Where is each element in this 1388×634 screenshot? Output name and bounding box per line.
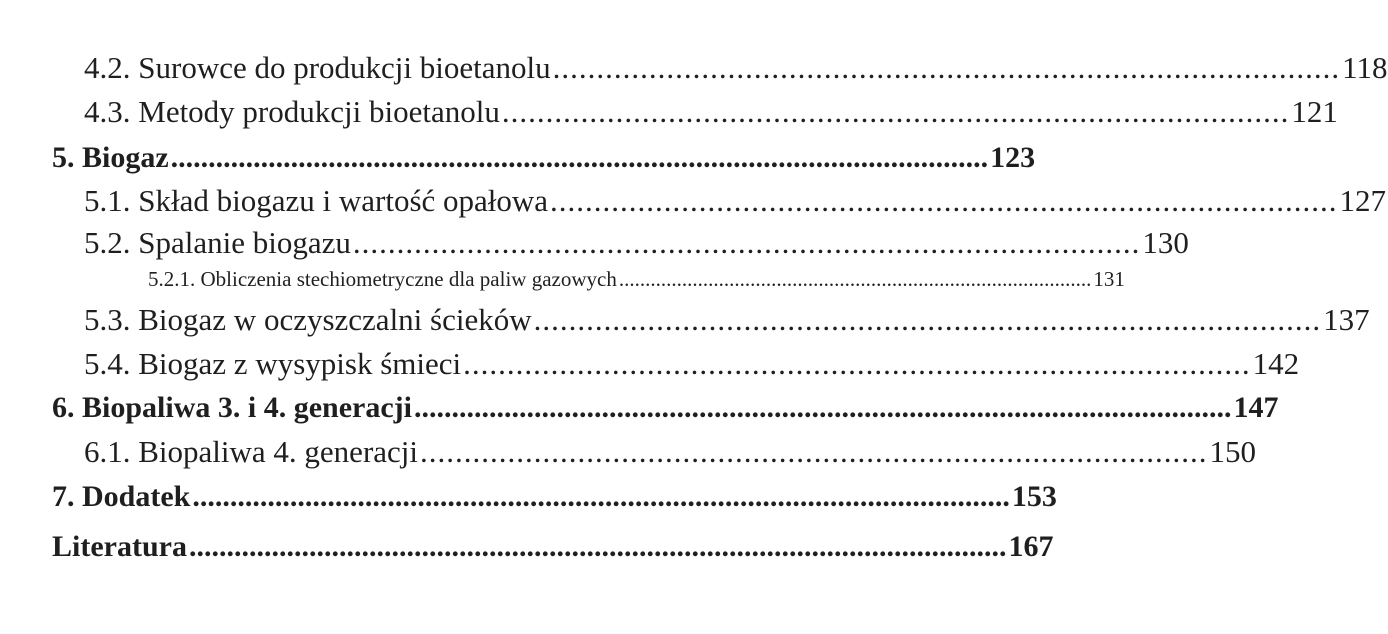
toc-entry-page: 150 [1209, 434, 1257, 469]
toc-entry-5-1 [84, 183, 1387, 219]
dot-leader: ............................................................................................................. [188, 530, 1007, 563]
toc-entry-literatura [52, 530, 1054, 564]
dot-leader: .......................................................................................... [501, 94, 1290, 129]
toc-entry-page: 127 [1339, 183, 1387, 218]
dot-leader: ............................................................................................................. [170, 141, 989, 174]
toc-entry-title: 7. Dodatek [52, 480, 191, 513]
toc-entry-title: 5. Biogaz [52, 141, 169, 174]
toc-entry-4-3 [84, 94, 1338, 130]
toc-entry-6 [52, 391, 1279, 425]
toc-entry-5-2-1 [148, 267, 1125, 292]
toc-entry-page: 153 [1011, 480, 1057, 513]
toc-entry-6-1 [84, 434, 1257, 470]
toc-entry-page: 131 [1093, 267, 1125, 291]
toc-entry-5-3 [84, 302, 1370, 338]
toc-entry-page: 142 [1252, 346, 1300, 381]
toc-entry-title: 5.1. Skład biogazu i wartość opałowa [84, 183, 549, 218]
toc-entry-title: 6. Biopaliwa 3. i 4. generacji [52, 391, 412, 424]
toc-entry-title: 5.2. Spalanie biogazu [84, 225, 351, 260]
dot-leader: .......................................................................................... [352, 225, 1141, 260]
toc-entry-title: 5.2.1. Obliczenia stechiometryczne dla paliw gazowych [148, 267, 617, 291]
dot-leader: .......................................................................................... [420, 434, 1208, 469]
dot-leader: .......................................................................................... [463, 346, 1251, 381]
toc-entry-page: 121 [1291, 94, 1338, 129]
toc-entry-7 [52, 480, 1057, 514]
dot-leader: ............................................................................................................. [192, 480, 1010, 513]
dot-leader: ............................................................................................................. [413, 391, 1232, 424]
toc-entry-title: Literatura [52, 530, 187, 563]
toc-entry-5 [52, 141, 1036, 175]
toc-entry-page: 167 [1008, 530, 1054, 563]
toc-entry-title: 5.4. Biogaz z wysypisk śmieci [84, 346, 462, 381]
toc-entry-title: 4.3. Metody produkcji bioetanolu [84, 94, 500, 129]
dot-leader: .......................................................................................... [550, 183, 1338, 218]
dot-leader: .......................................................................................... [618, 267, 1092, 291]
toc-entry-title: 4.2. Surowce do produkcji bioetanolu [84, 50, 551, 85]
toc-entry-title: 6.1. Biopaliwa 4. generacji [84, 434, 419, 469]
toc-entry-page: 123 [990, 141, 1036, 174]
toc-entry-page: 130 [1142, 225, 1189, 260]
toc-entry-5-2 [84, 225, 1189, 261]
toc-entry-5-4 [84, 346, 1300, 382]
toc-entry-title: 5.3. Biogaz w oczyszczalni ścieków [84, 302, 532, 337]
toc-entry-page: 147 [1233, 391, 1279, 424]
dot-leader: .......................................................................................... [533, 302, 1322, 337]
toc-entry-page: 137 [1323, 302, 1370, 337]
toc-entry-4-2 [84, 50, 1388, 86]
toc-entry-page: 118 [1342, 50, 1388, 85]
dot-leader: .......................................................................................... [552, 50, 1341, 85]
